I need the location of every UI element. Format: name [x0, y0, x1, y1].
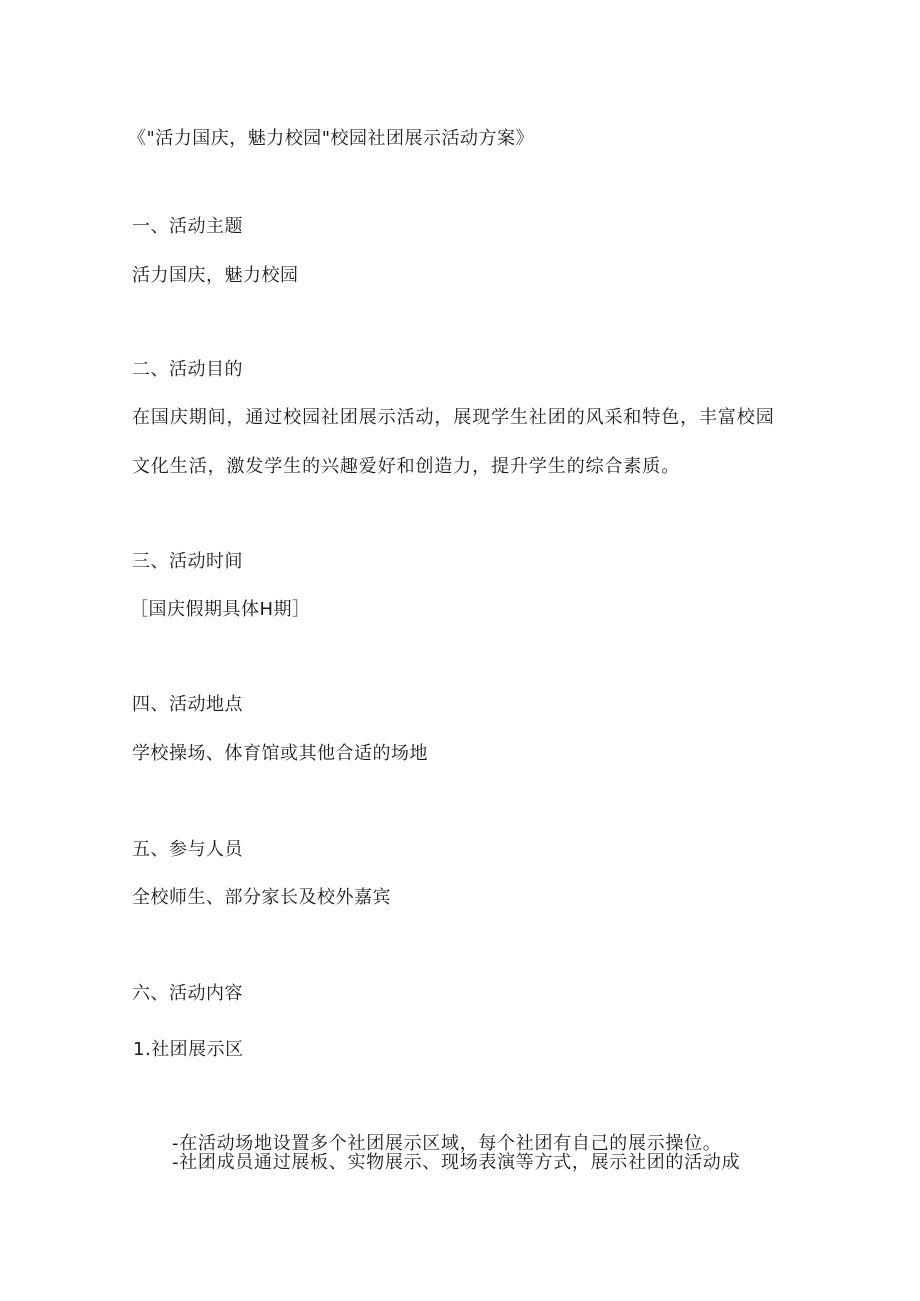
section-text-purpose-line-1: 在国庆期间，通过校园社团展示活动，展现学生社团的风采和特色，丰富校园: [132, 407, 775, 428]
section-heading-theme: 一、活动主题: [132, 216, 243, 237]
bullet-item-display-area: -在活动场地设置多个社团展示区域，每个社团有自己的展示操位。: [172, 1133, 722, 1154]
section-heading-content: 六、活动内容: [132, 983, 243, 1004]
bullet-item-display-method: -社团成员通过展板、实物展示、现场表演等方式，展示社团的活动成: [172, 1152, 741, 1173]
section-heading-participants: 五、参与人员: [132, 839, 243, 860]
section-heading-purpose: 二、活动目的: [132, 359, 243, 380]
section-text-theme: 活力国庆，魅力校园: [132, 265, 299, 286]
section-text-time: ［国庆假期具体H期］: [130, 599, 311, 620]
section-text-location: 学校操场、体育馆或其他合适的场地: [132, 743, 428, 764]
section-heading-time: 三、活动时间: [132, 551, 243, 572]
subsection-heading-club-display: 1.社团展示区: [133, 1039, 244, 1060]
document-title: 《"活力国庆，魅力校园"校园社团展示活动方案》: [128, 128, 535, 149]
section-text-purpose-line-2: 文化生活，激发学生的兴趣爱好和创造力，提升学生的综合素质。: [132, 456, 681, 477]
section-heading-location: 四、活动地点: [132, 694, 243, 715]
section-text-participants: 全校师生、部分家长及校外嘉宾: [132, 887, 391, 908]
